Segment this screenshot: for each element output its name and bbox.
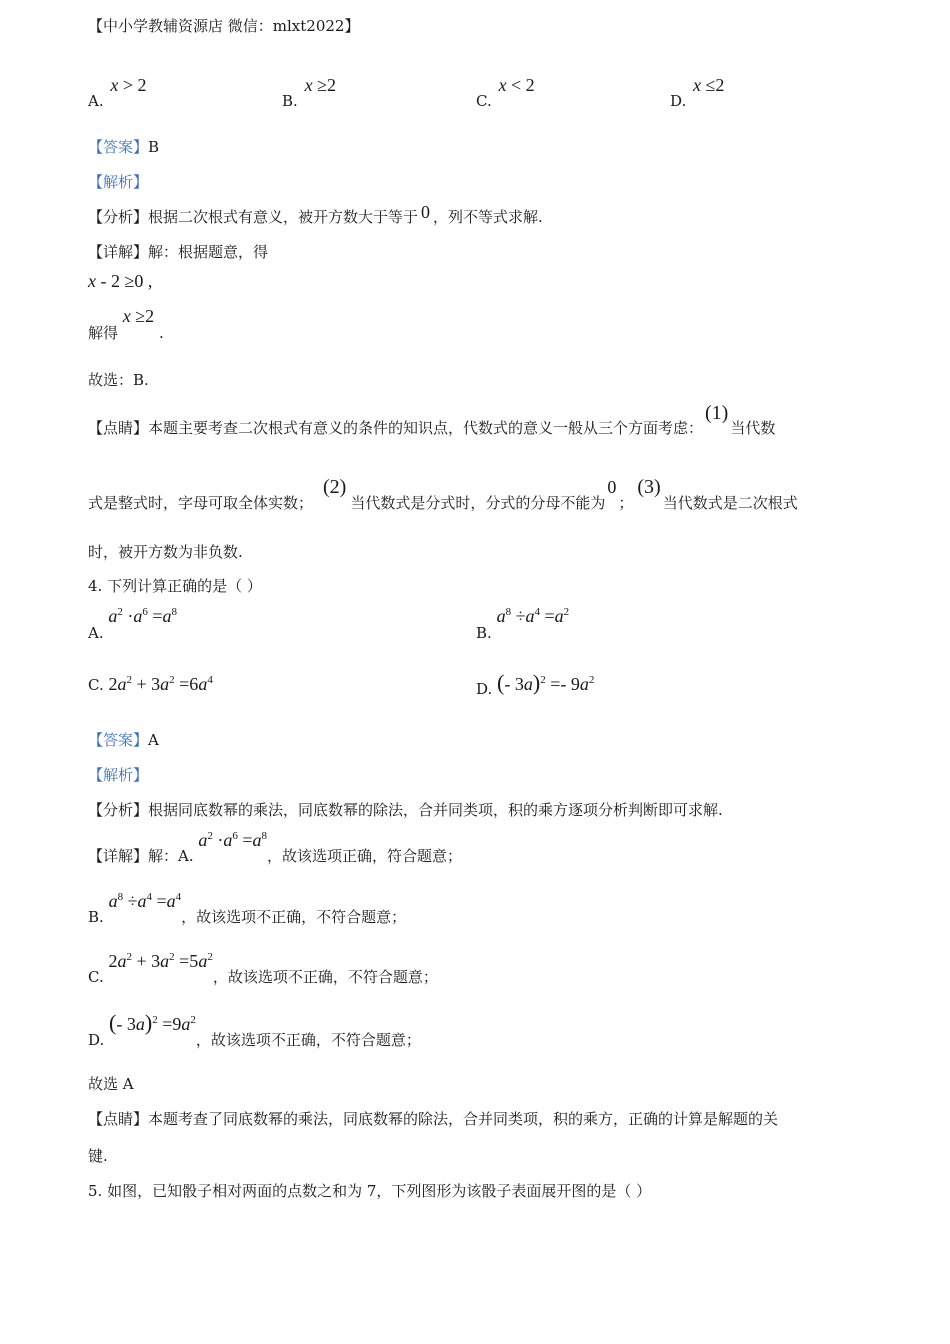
- q4-dianjing-line2: 键.: [88, 1147, 108, 1165]
- dianjing-text: 【点睛】本题主要考查二次根式有意义的条件的知识点，代数式的意义一般从三个方面考虑：: [88, 419, 704, 437]
- xiangjie-c-end: ，故该选项不正确，不符合题意；: [212, 968, 438, 986]
- q4-xiangjie-b: [88, 891, 407, 926]
- q4-option-c: [88, 674, 213, 695]
- q4-fenxi: 【分析】根据同底数幂的乘法，同底数幂的除法，合并同类项，积的乘方逐项分析判断即可求解.: [88, 801, 723, 819]
- expr-a: $a^2 \cdot a^6 =a^8$: [198, 830, 268, 850]
- answer-tag: 【答案】: [88, 731, 149, 749]
- option-expr: $a^8 \div a^4 =a^2$: [496, 606, 570, 626]
- q3-answer: [88, 136, 159, 157]
- q4-xiangjie-a: [88, 830, 463, 865]
- dianjing-text: 当代数式是分式时，分式的分母不能为: [350, 494, 606, 512]
- option-expr: $2a^2 + 3a^2 =6a^4$: [108, 674, 213, 694]
- q3-dianjing-line3: 时，被开方数为非负数.: [88, 543, 243, 561]
- q4-answer: [88, 729, 159, 750]
- option-label: B.: [282, 92, 298, 110]
- step2-prefix: 解得: [88, 324, 119, 342]
- option-label: C.: [88, 676, 104, 694]
- q4-option-b: [476, 606, 570, 642]
- q3-xiangjie: 【详解】解：根据题意，得: [88, 243, 269, 261]
- option-label: D.: [88, 1031, 105, 1049]
- q3-fenxi: [88, 202, 543, 227]
- fenxi-text: 【分析】根据二次根式有意义，被开方数大于等于: [88, 208, 419, 226]
- step2-end: .: [158, 324, 164, 342]
- option-expr: x ≤2: [693, 75, 725, 95]
- expr-c: $2a^2 + 3a^2 =5a^2$: [108, 951, 213, 971]
- zero: 0: [421, 202, 431, 222]
- q5-stem: 5. 如图，已知骰子相对两面的点数之和为 7，下列图形为该骰子表面展开图的是（ ）: [88, 1182, 652, 1200]
- dianjing-text: 当代数: [730, 419, 776, 437]
- option-expr: x ≥2: [304, 75, 336, 95]
- q3-option-b: [282, 75, 336, 110]
- option-label: B.: [476, 624, 492, 642]
- option-expr: x > 2: [110, 75, 147, 95]
- q4-analysis-tag: 【解析】: [88, 766, 149, 784]
- xiangjie-prefix: 【详解】解：A.: [88, 847, 194, 865]
- q3-step2: [88, 306, 164, 342]
- option-label: C.: [88, 968, 104, 986]
- option-label: B.: [88, 908, 104, 926]
- step2-expr: x ≥2: [122, 306, 155, 326]
- q4-xiangjie-d: [88, 1010, 421, 1049]
- q4-dianjing-line1: 【点睛】本题考查了同底数幂的乘法，同底数幂的除法，合并同类项，积的乘方，正确的计算是解题的关: [88, 1110, 779, 1128]
- option-label: C.: [476, 92, 492, 110]
- dianjing-text: 式是整式时，字母可取全体实数；: [88, 494, 314, 512]
- option-label: D.: [476, 680, 493, 698]
- header-watermark: 【中小学教辅资源店 微信：mlxt2022】: [88, 17, 360, 35]
- option-label: D.: [670, 92, 687, 110]
- option-expr: (- $3a)^2 =- 9a^2$: [497, 670, 595, 695]
- q3-dianjing-line2: [88, 476, 798, 512]
- q3-option-c: [476, 75, 535, 110]
- q4-choose: 故选 A: [88, 1075, 134, 1093]
- answer-value: B: [148, 138, 160, 156]
- option-label: A.: [88, 92, 104, 110]
- paren-2: (2): [323, 476, 347, 498]
- paren-3: (3): [637, 476, 661, 498]
- dianjing-text: 当代数式是二次根式: [662, 494, 798, 512]
- option-expr: x < 2: [498, 75, 535, 95]
- q4-option-a: [88, 606, 178, 642]
- q3-option-a: [88, 75, 147, 110]
- q3-dianjing-line1: [88, 402, 776, 437]
- fenxi-end: ，列不等式求解.: [433, 208, 543, 226]
- xiangjie-b-end: ，故该选项不正确，不符合题意；: [181, 908, 407, 926]
- q3-analysis-tag: 【解析】: [88, 173, 149, 191]
- q3-choose: 故选：B.: [88, 371, 149, 389]
- paren-1: (1): [705, 402, 729, 424]
- semicolon: ；: [618, 494, 634, 512]
- expr-b: $a^8 \div a^4 =a^4$: [108, 891, 182, 911]
- answer-tag: 【答案】: [88, 138, 149, 156]
- option-expr: $a^2 \cdot a^6 =a^8$: [108, 606, 178, 626]
- q4-stem: 4. 下列计算正确的是（ ）: [88, 577, 262, 595]
- zero: 0: [607, 477, 617, 497]
- q4-option-d: [476, 670, 594, 696]
- q3-option-d: [670, 75, 725, 110]
- q4-xiangjie-c: [88, 951, 438, 986]
- option-label: A.: [88, 624, 104, 642]
- answer-value: A: [148, 731, 159, 749]
- xiangjie-d-end: ，故该选项不正确，不符合题意；: [195, 1031, 421, 1049]
- xiangjie-a-end: ，故该选项正确，符合题意；: [267, 847, 463, 865]
- q3-step1: x - 2 ≥0 ,: [88, 271, 153, 291]
- expr-d: (- $3a)^2 =9a^2$: [109, 1010, 196, 1035]
